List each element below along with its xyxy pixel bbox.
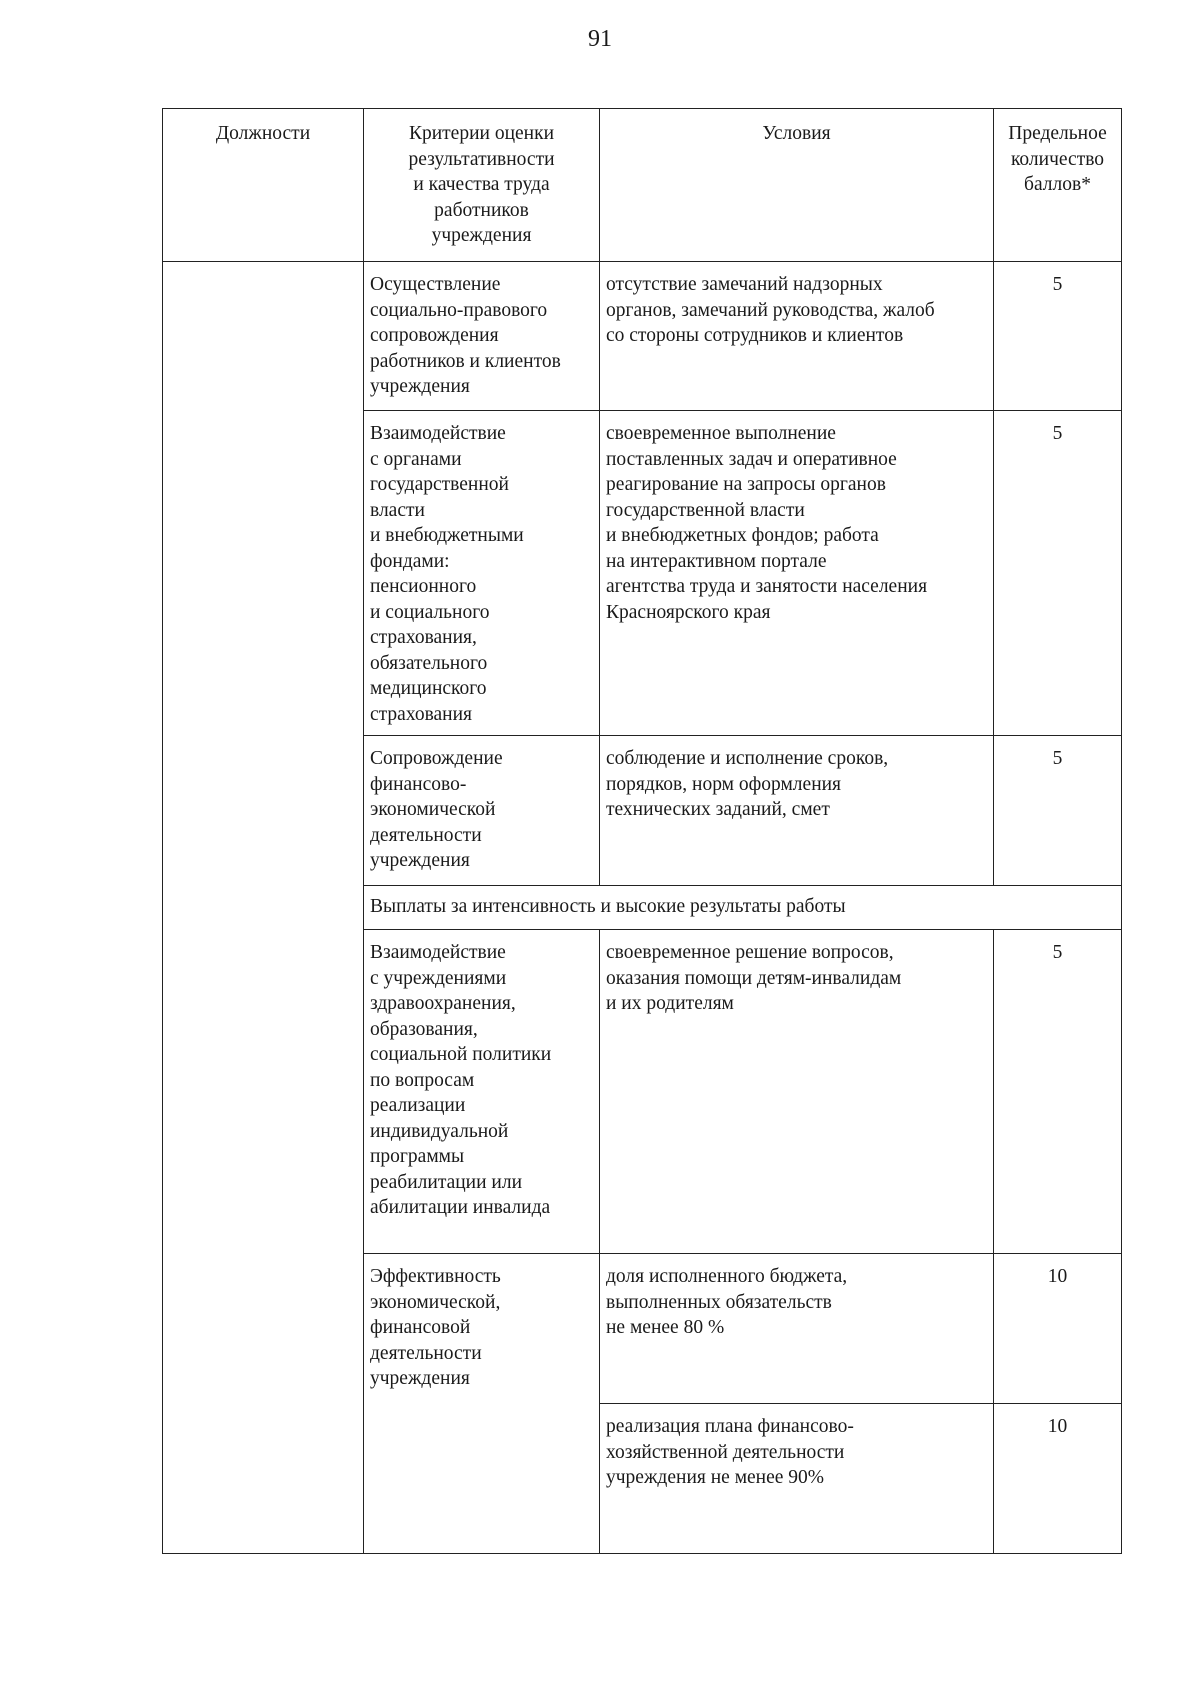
criterion-cell: Эффективность экономической, финансовой деятельности учреждения [364, 1254, 600, 1554]
condition-cell: отсутствие замечаний надзорных органов, замечаний руководства, жалоб со стороны сотрудников и клиентов [600, 262, 994, 411]
points-cell: 5 [994, 736, 1122, 886]
table-header-row [163, 109, 1122, 262]
table-row [163, 262, 1122, 411]
criterion-cell: Сопровождение финансово- экономической деятельности учреждения [364, 736, 600, 886]
criterion-cell: Осуществление социально-правового сопровождения работников и клиентов учреждения [364, 262, 600, 411]
criterion-cell: Взаимодействие с органами государственной власти и внебюджетными фондами: пенсионного и социального страхования, обязательного медицинского страхования [364, 411, 600, 736]
page-number: 91 [588, 26, 612, 52]
condition-cell: соблюдение и исполнение сроков, порядков, норм оформления технических заданий, смет [600, 736, 994, 886]
points-cell: 5 [994, 930, 1122, 1254]
header-position: Должности [163, 109, 364, 262]
points-cell: 10 [994, 1404, 1122, 1554]
section-title: Выплаты за интенсивность и высокие результаты работы [364, 886, 1122, 930]
points-cell: 5 [994, 411, 1122, 736]
position-cell-empty [163, 262, 364, 1554]
points-cell: 10 [994, 1254, 1122, 1404]
points-cell: 5 [994, 262, 1122, 411]
condition-cell: доля исполненного бюджета, выполненных обязательств не менее 80 % [600, 1254, 994, 1404]
criteria-table [162, 108, 1122, 1554]
condition-cell: своевременное выполнение поставленных задач и оперативное реагирование на запросы органов государственной власти и внебюджетных фондов; работа на интерактивном портале агентства труда и занятости населения Красноярского края [600, 411, 994, 736]
header-max-points: Предельное количество баллов* [994, 109, 1122, 262]
header-conditions: Условия [600, 109, 994, 262]
header-criteria: Критерии оценки результативности и качества труда работников учреждения [364, 109, 600, 262]
criterion-cell: Взаимодействие с учреждениями здравоохранения, образования, социальной политики по вопросам реализации индивидуальной программы реабилитации или абилитации инвалида [364, 930, 600, 1254]
condition-cell: реализация плана финансово- хозяйственной деятельности учреждения не менее 90% [600, 1404, 994, 1554]
condition-cell: своевременное решение вопросов, оказания помощи детям-инвалидам и их родителям [600, 930, 994, 1254]
